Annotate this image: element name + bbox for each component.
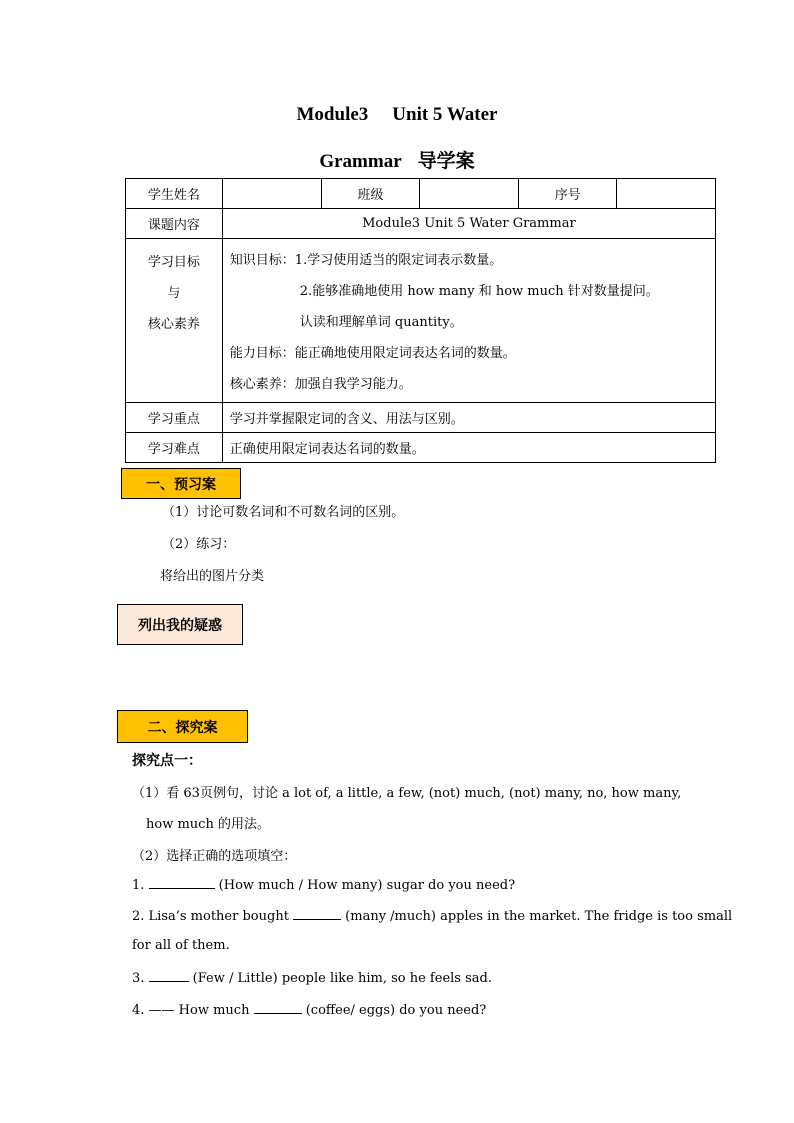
question-number: 3. bbox=[132, 971, 145, 986]
goal-line: 2.能够准确地使用 how many 和 how much 针对数量提问。 bbox=[299, 284, 659, 299]
goal-line: 知识目标：1.学习使用适当的限定词表示数量。 bbox=[229, 253, 503, 268]
goals-content bbox=[222, 239, 715, 403]
answer-blank[interactable] bbox=[149, 876, 215, 889]
question-number: 1. bbox=[132, 878, 145, 893]
seat-label: 序号 bbox=[519, 179, 617, 209]
question-2 bbox=[132, 907, 732, 924]
question-text: (coffee/ eggs) do you need? bbox=[301, 1003, 487, 1018]
question-text: (Few / Little) people like him, so he feels sad. bbox=[188, 971, 492, 986]
key-points-label: 学习重点 bbox=[126, 403, 223, 433]
title-guide: 导学案 bbox=[417, 151, 475, 172]
goals-label bbox=[126, 239, 223, 403]
explore-section-tag: 二、探究案 bbox=[117, 710, 248, 743]
goals-label-line: 与 bbox=[167, 286, 181, 301]
question-text: (How much / How many) sugar do you need? bbox=[214, 878, 516, 893]
topic-label: 课题内容 bbox=[126, 209, 223, 239]
explore-intro: （1）看 63页例句，讨论 a lot of, a little, a few, (not) much, (not) many, no, how many, bbox=[132, 786, 682, 801]
class-label: 班级 bbox=[321, 179, 420, 209]
question-2-continued: for all of them. bbox=[132, 938, 230, 953]
title-grammar: Grammar bbox=[319, 151, 402, 172]
question-text: 4. —— How much bbox=[132, 1003, 254, 1018]
goal-line: 认读和理解单词 quantity。 bbox=[299, 315, 463, 330]
student-name-label: 学生姓名 bbox=[126, 179, 223, 209]
page-title-line2 bbox=[0, 146, 794, 173]
goal-line: 能力目标：能正确地使用限定词表达名词的数量。 bbox=[229, 346, 516, 361]
difficulty-label: 学习难点 bbox=[126, 433, 223, 463]
question-3 bbox=[132, 969, 492, 986]
goals-label-line: 核心素养 bbox=[147, 317, 200, 332]
table-row bbox=[126, 239, 716, 403]
answer-blank[interactable] bbox=[149, 969, 189, 982]
table-row bbox=[126, 179, 716, 209]
preview-line: （2）练习： bbox=[162, 537, 236, 552]
explore-instruction: （2）选择正确的选项填空： bbox=[132, 849, 297, 864]
table-row bbox=[126, 209, 716, 239]
preview-line: 将给出的图片分类 bbox=[160, 569, 265, 584]
question-text: (many /much) apples in the market. The fridge is too small bbox=[341, 909, 733, 924]
explore-point-title: 探究点一： bbox=[132, 753, 202, 769]
topic-value: Module3 Unit 5 Water Grammar bbox=[222, 209, 715, 239]
info-table bbox=[125, 178, 716, 463]
table-row bbox=[126, 403, 716, 433]
explore-intro: how much 的用法。 bbox=[146, 817, 270, 832]
key-points-value: 学习并掌握限定词的含义、用法与区别。 bbox=[222, 403, 715, 433]
title-module: Module3 bbox=[296, 104, 369, 125]
table-row bbox=[126, 433, 716, 463]
answer-blank[interactable] bbox=[293, 907, 341, 920]
goals-label-line: 学习目标 bbox=[147, 255, 200, 270]
difficulty-value: 正确使用限定词表达名词的数量。 bbox=[222, 433, 715, 463]
answer-blank[interactable] bbox=[254, 1001, 302, 1014]
goal-line: 核心素养：加强自我学习能力。 bbox=[229, 377, 412, 392]
preview-line: （1）讨论可数名词和不可数名词的区别。 bbox=[162, 505, 405, 520]
class-field[interactable] bbox=[420, 179, 519, 209]
page-title-line1 bbox=[0, 104, 794, 126]
question-text: 2. Lisa’s mother bought bbox=[132, 909, 294, 924]
seat-field[interactable] bbox=[617, 179, 716, 209]
doubts-tag: 列出我的疑惑 bbox=[117, 604, 243, 645]
title-unit: Unit 5 Water bbox=[392, 104, 498, 125]
question-1 bbox=[132, 876, 515, 893]
question-4 bbox=[132, 1001, 486, 1018]
preview-section-tag: 一、预习案 bbox=[121, 468, 241, 499]
student-name-field[interactable] bbox=[222, 179, 321, 209]
